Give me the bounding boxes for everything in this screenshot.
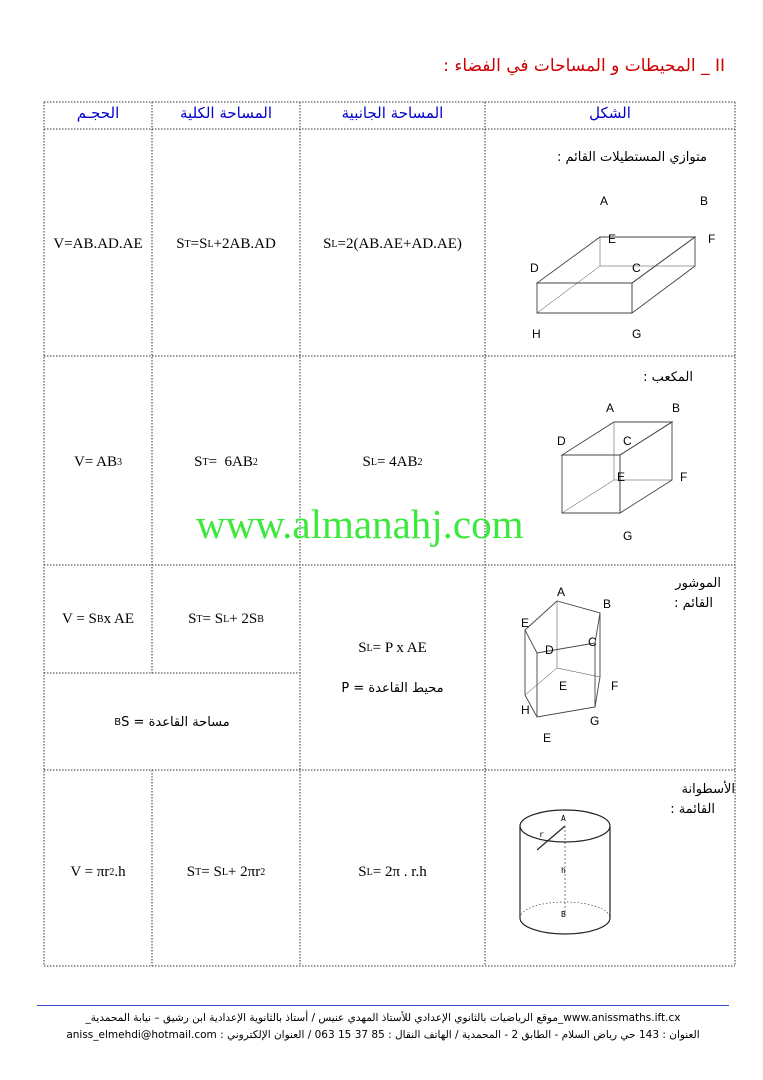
formula-volume-cuboid: V=AB.AD.AE bbox=[53, 235, 143, 252]
svg-text:C: C bbox=[623, 434, 632, 448]
svg-text:F: F bbox=[680, 470, 688, 484]
svg-text:B: B bbox=[672, 401, 681, 415]
svg-text:G: G bbox=[632, 327, 642, 341]
svg-text:E: E bbox=[543, 731, 552, 745]
svg-text:D: D bbox=[530, 261, 539, 275]
svg-text:D: D bbox=[557, 434, 566, 448]
svg-text:H: H bbox=[521, 703, 530, 717]
shape-name-prism-line1: الموشور bbox=[675, 576, 721, 591]
header-volume: الحجـم bbox=[76, 104, 120, 122]
formula-total-prism: S T = S L + 2S B bbox=[188, 610, 264, 627]
svg-text:A: A bbox=[600, 194, 609, 208]
header-lateral-area: المساحة الجانبية bbox=[341, 104, 444, 122]
footer-line-2: العنوان : 143 حي رياض السلام - الطابق 2 - المحمدية / الهاتف النقال : 85 37 15 063 / العنوان الإلكتروني : aniss_elmehdi@hotmail.com bbox=[66, 1029, 700, 1041]
formula-total-cube: S T = 6AB 2 bbox=[194, 453, 258, 470]
svg-text:B: B bbox=[603, 597, 612, 611]
svg-text:E: E bbox=[559, 679, 568, 693]
svg-text:F: F bbox=[708, 232, 716, 246]
cylinder-figure bbox=[515, 805, 620, 950]
formula-lateral-cuboid: S L =2(AB.AE+AD.AE) bbox=[323, 235, 462, 252]
shape-name-prism-line2: القائم : bbox=[674, 596, 713, 611]
svg-text:E: E bbox=[608, 232, 617, 246]
svg-text:A: A bbox=[606, 401, 615, 415]
svg-text:E: E bbox=[617, 470, 626, 484]
svg-text:h: h bbox=[561, 866, 566, 875]
svg-text:E: E bbox=[521, 616, 530, 630]
shape-name-cylinder-line2: القائمة : bbox=[670, 802, 715, 817]
watermark: www.almanahj.com bbox=[196, 501, 524, 547]
footer-divider bbox=[37, 1005, 729, 1006]
svg-text:A: A bbox=[557, 585, 566, 599]
svg-text:F: F bbox=[611, 679, 619, 693]
header-shape: الشكل bbox=[589, 104, 631, 122]
header-total-area: المساحة الكلية bbox=[180, 104, 272, 122]
shape-name-cuboid: متوازي المستطيلات القائم : bbox=[556, 150, 707, 165]
formula-lateral-cube: S L = 4AB 2 bbox=[362, 453, 423, 470]
svg-text:D: D bbox=[545, 643, 554, 657]
svg-text:G: G bbox=[623, 529, 633, 543]
formula-volume-cube: V= AB 3 bbox=[73, 453, 123, 470]
formula-total-cuboid: S T =S L +2AB.AD bbox=[176, 235, 276, 252]
svg-text:G: G bbox=[590, 714, 600, 728]
formula-volume-cylinder: V = πr 2 .h bbox=[70, 863, 126, 880]
formula-total-cylinder: S T = S L + 2πr 2 bbox=[186, 863, 266, 880]
svg-text:B: B bbox=[561, 910, 566, 919]
prism-figure bbox=[515, 580, 635, 750]
svg-text:A: A bbox=[561, 814, 566, 823]
shape-name-cylinder-line1: الأسطوانة bbox=[681, 782, 735, 797]
svg-text:r: r bbox=[539, 830, 544, 839]
formula-lateral-cylinder: S L = 2π . r.h bbox=[358, 863, 427, 880]
svg-text:B: B bbox=[700, 194, 709, 208]
base-area-definition: مساحة القاعدة = S B bbox=[114, 714, 230, 730]
section-title: II _ المحيطات و المساحات في الفضاء : bbox=[443, 56, 725, 76]
cube-figure bbox=[550, 395, 700, 545]
footer-line-1: www.anissmaths.ift.cx_موقع الرياضيات بالثانوي الإعدادي للأستاذ المهدي عنيس / أستاذ بالثانوية الإعدادية ابن رشيق – نيابة المحمدية_ bbox=[85, 1012, 681, 1024]
svg-text:C: C bbox=[588, 635, 597, 649]
shape-name-cube: المكعب : bbox=[643, 370, 693, 385]
svg-text:H: H bbox=[532, 327, 541, 341]
formula-volume-prism: V = S B x AE bbox=[62, 610, 134, 627]
svg-text:C: C bbox=[632, 261, 641, 275]
cuboid-figure bbox=[520, 190, 730, 345]
perimeter-definition: محيط القاعدة = P bbox=[341, 680, 444, 696]
formula-lateral-prism: S L = P x AE bbox=[358, 639, 427, 656]
